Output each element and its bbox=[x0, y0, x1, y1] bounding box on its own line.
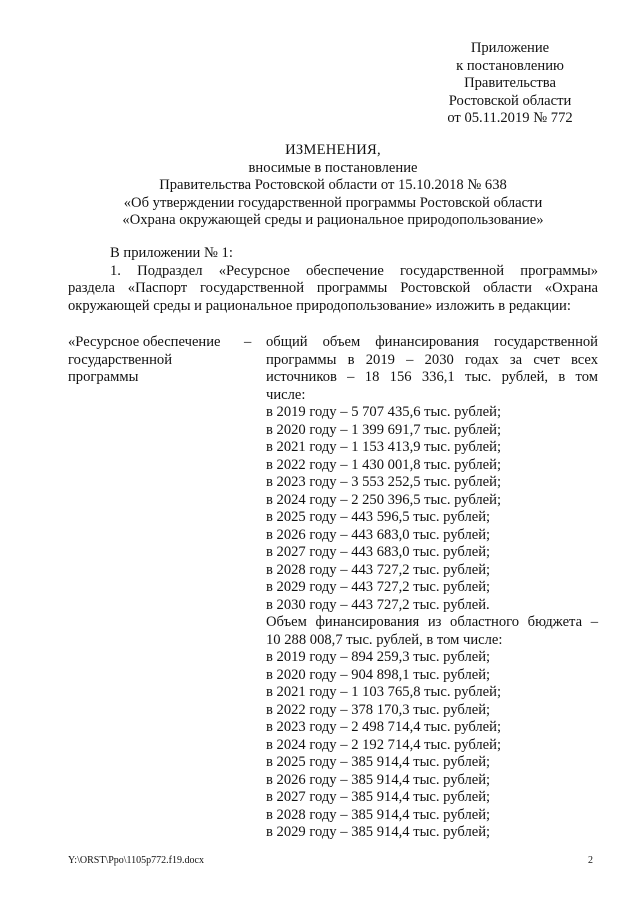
footer-page-number: 2 bbox=[588, 855, 593, 866]
total-year-line: в 2020 году – 1 399 691,7 тыс. рублей; bbox=[266, 421, 502, 438]
total-year-line: в 2029 году – 443 727,2 тыс. рублей; bbox=[266, 579, 491, 595]
resource-label bbox=[68, 334, 238, 387]
document-title-block bbox=[68, 142, 598, 230]
intro-item-line: раздела «Паспорт государственной программы Ростовской области «Охрана bbox=[68, 280, 598, 296]
regional-year-line: в 2019 году – 894 259,3 тыс. рублей; bbox=[266, 649, 491, 665]
appendix-line: Приложение bbox=[470, 40, 550, 56]
resource-label-line: «Ресурсное обеспечение bbox=[68, 334, 221, 350]
regional-line: Объем финансирования из областного бюджета – bbox=[266, 614, 598, 630]
title-line: Правительства Ростовской области от 15.10.2018 № 638 bbox=[159, 177, 507, 193]
intro-heading: В приложении № 1: bbox=[110, 245, 233, 261]
regional-year-line: в 2026 году – 385 914,4 тыс. рублей; bbox=[266, 771, 491, 788]
regional-year-line: в 2028 году – 385 914,4 тыс. рублей; bbox=[266, 806, 491, 823]
total-year-line: в 2019 году – 5 707 435,6 тыс. рублей; bbox=[266, 404, 502, 420]
intro-paragraph bbox=[68, 245, 598, 315]
title-line: вносимые в постановление bbox=[248, 159, 418, 176]
regional-year-line: в 2022 году – 378 170,3 тыс. рублей; bbox=[266, 701, 491, 718]
title-line: «Об утверждении государственной программы Ростовской области bbox=[123, 194, 543, 211]
total-year-line: в 2030 году – 443 727,2 тыс. рублей. bbox=[266, 596, 490, 613]
total-year-line: в 2022 году – 1 430 001,8 тыс. рублей; bbox=[266, 456, 502, 473]
separator-dash: – bbox=[244, 334, 252, 350]
resource-values bbox=[266, 334, 598, 842]
intro-item-line: окружающей среды и рациональное природопользование» изложить в редакции: bbox=[68, 297, 571, 314]
regional-year-line: в 2023 году – 2 498 714,4 тыс. рублей; bbox=[266, 719, 502, 735]
appendix-header bbox=[420, 40, 600, 128]
regional-year-line: в 2027 году – 385 914,4 тыс. рублей; bbox=[266, 789, 491, 805]
intro-item-line: 1. Подраздел «Ресурсное обеспечение государственной программы» bbox=[110, 262, 598, 279]
appendix-line: Ростовской области bbox=[448, 92, 572, 109]
total-year-line: в 2025 году – 443 596,5 тыс. рублей; bbox=[266, 509, 491, 525]
total-line: программы в 2019 – 2030 годах за счет всех bbox=[266, 351, 598, 368]
footer-file-path: Y:\ORST\Ppo\1105p772.f19.docx bbox=[68, 855, 204, 866]
appendix-line: к постановлению bbox=[456, 57, 564, 74]
title-line: «Охрана окружающей среды и рациональное природопользование» bbox=[122, 212, 544, 228]
total-line: числе: bbox=[266, 386, 306, 403]
total-year-line: в 2026 году – 443 683,0 тыс. рублей; bbox=[266, 526, 491, 543]
resource-label-line: государственной bbox=[68, 351, 173, 368]
appendix-line: от 05.11.2019 № 772 bbox=[447, 110, 573, 126]
regional-year-line: в 2025 году – 385 914,4 тыс. рублей; bbox=[266, 754, 491, 770]
total-year-line: в 2023 году – 3 553 252,5 тыс. рублей; bbox=[266, 474, 502, 490]
appendix-line: Правительства bbox=[464, 75, 556, 91]
regional-line: 10 288 008,7 тыс. рублей, в том числе: bbox=[266, 631, 503, 648]
total-year-line: в 2028 году – 443 727,2 тыс. рублей; bbox=[266, 561, 491, 578]
resource-label-line: программы bbox=[68, 369, 139, 385]
total-year-line: в 2027 году – 443 683,0 тыс. рублей; bbox=[266, 544, 491, 560]
regional-year-line: в 2029 году – 385 914,4 тыс. рублей; bbox=[266, 824, 491, 840]
regional-year-line: в 2024 году – 2 192 714,4 тыс. рублей; bbox=[266, 736, 502, 753]
total-year-line: в 2024 году – 2 250 396,5 тыс. рублей; bbox=[266, 491, 502, 508]
document-title: ИЗМЕНЕНИЯ, bbox=[285, 142, 381, 158]
regional-year-line: в 2020 году – 904 898,1 тыс. рублей; bbox=[266, 666, 491, 683]
total-line: общий объем финансирования государственной bbox=[266, 334, 598, 350]
total-year-line: в 2021 году – 1 153 413,9 тыс. рублей; bbox=[266, 439, 502, 455]
total-line: источников – 18 156 336,1 тыс. рублей, в том bbox=[266, 369, 598, 385]
regional-year-line: в 2021 году – 1 103 765,8 тыс. рублей; bbox=[266, 684, 502, 700]
